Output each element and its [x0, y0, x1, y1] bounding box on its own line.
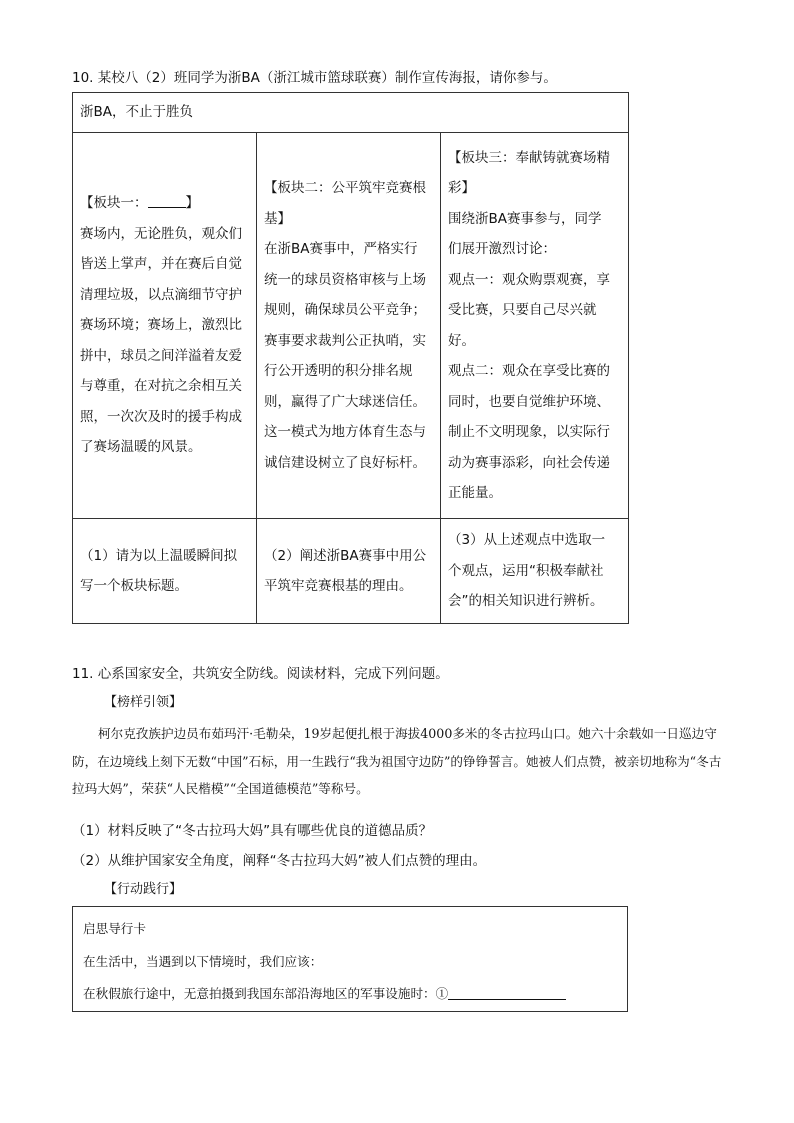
block-2-line: 赛事要求裁判公正执哨，实 [264, 332, 426, 349]
poster-header: 浙BA，不止于胜负 [73, 93, 629, 133]
block-2-line: 在浙BA赛事中，严格实行 [264, 241, 418, 257]
task-1 [73, 519, 257, 624]
task-line: （2）阐述浙BA赛事中用公 [264, 547, 427, 564]
block-2-line: 诚信建设树立了良好标杆。 [264, 454, 426, 471]
block-1-line: 赛场内，无论胜负，观众们 [80, 225, 242, 242]
block-1-line: 了赛场温暖的风景。 [80, 439, 202, 456]
task-line: 写一个板块标题。 [80, 578, 188, 594]
block-3-line: 动为赛事添彩，向社会传递 [448, 454, 610, 471]
block-1-line: 与尊重，在对抗之余相互关 [80, 378, 242, 395]
block-3-line: 好。 [448, 332, 475, 349]
section-action: 【行动践行】 [104, 882, 183, 897]
block-1-line: 清理垃圾，以点滴细节守护 [80, 286, 242, 303]
task-line: （1）请为以上温暖瞬间拟 [80, 547, 238, 564]
question-10-title: 10. 某校八（2）班同学为浙BA（浙江城市篮球联赛）制作宣传海报，请你参与。 [72, 70, 557, 86]
sub-question-2: （2）从维护国家安全角度，阐释“冬古拉玛大妈”被人们点赞的理由。 [72, 853, 487, 869]
task-line: 会”的相关知识进行辨析。 [448, 593, 604, 610]
block-3-line: 们展开激烈讨论： [448, 241, 556, 257]
task-line: 平筑牢竞赛根基的理由。 [264, 578, 413, 594]
card-line-2: 在秋假旅行途中，无意拍摄到我国东部沿海地区的军事设施时：① [83, 983, 566, 1002]
block-2-line: 基】 [264, 210, 291, 227]
block-3-line: 围绕浙BA赛事参与，同学 [448, 210, 602, 227]
task-3 [441, 519, 629, 624]
block-3-line: 彩】 [448, 180, 475, 196]
material-text [72, 720, 722, 803]
block-3-line: 【板块三：奉献铸就赛场精 [448, 149, 610, 166]
block-1-title: 【板块一： 】 [80, 195, 199, 212]
block-2-line: 行公开透明的积分排名规 [264, 363, 413, 379]
answer-blank[interactable] [448, 986, 566, 1000]
poster-table [72, 92, 629, 624]
block-1-line: 赛场环境；赛场上，激烈比 [80, 317, 242, 334]
block-1-line: 拼中，球员之间洋溢着友爱 [80, 347, 242, 364]
block-3-line: 受比赛，只要自己尽兴就 [448, 302, 597, 318]
question-11-title: 11. 心系国家安全，共筑安全防线。阅读材料，完成下列问题。 [72, 666, 449, 682]
block-1-line: 照，一次次及时的援手构成 [80, 408, 242, 425]
block-2-line: 则，赢得了广大球迷信任。 [264, 393, 426, 410]
block-2-line: 这一模式为地方体育生态与 [264, 424, 426, 440]
task-line: （3）从上述观点中选取一 [448, 532, 606, 549]
block-3-line: 制止不文明现象，以实际行 [448, 424, 610, 440]
guidance-card [72, 906, 628, 1012]
section-role-model: 【榜样引领】 [104, 695, 183, 710]
card-title: 启思导行卡 [83, 921, 146, 936]
block-1 [73, 133, 257, 519]
block-2-line: 规则，确保球员公平竞争； [264, 302, 426, 318]
task-2 [257, 519, 441, 624]
title-blank[interactable] [148, 193, 186, 208]
block-2 [257, 133, 441, 519]
block-3-line: 观点二：观众在享受比赛的 [448, 363, 610, 379]
block-2-line: 统一的球员资格审核与上场 [264, 271, 426, 288]
sub-question-1: （1）材料反映了“冬古拉玛大妈”具有哪些优良的道德品质？ [72, 823, 433, 839]
block-3-line: 观点一：观众购票观赛，享 [448, 271, 610, 288]
material-paragraph: 柯尔克孜族护边员布茹玛汗·毛勒朵，19岁起便扎根于海拔4000多米的冬古拉玛山口。她六十余载如一日巡边守防，在边境线上刻下无数“中国”石标，用一生践行“我为祖国守边防”的铮铮誓言。她被人们点赞，被亲切地称为“冬古拉玛大妈”，荣获“人民楷模”“全国道德模范”等称号。 [72, 726, 722, 796]
block-3-line: 同时，也要自觉维护环境、 [448, 393, 610, 410]
block-3-line: 正能量。 [448, 485, 502, 501]
block-2-line: 【板块二：公平筑牢竞赛根 [264, 180, 426, 196]
task-line: 个观点，运用“积极奉献社 [448, 562, 604, 579]
block-1-line: 皆送上掌声，并在赛后自觉 [80, 256, 242, 273]
card-line-1: 在生活中，当遇到以下情境时，我们应该： [83, 954, 323, 969]
block-3 [441, 133, 629, 519]
